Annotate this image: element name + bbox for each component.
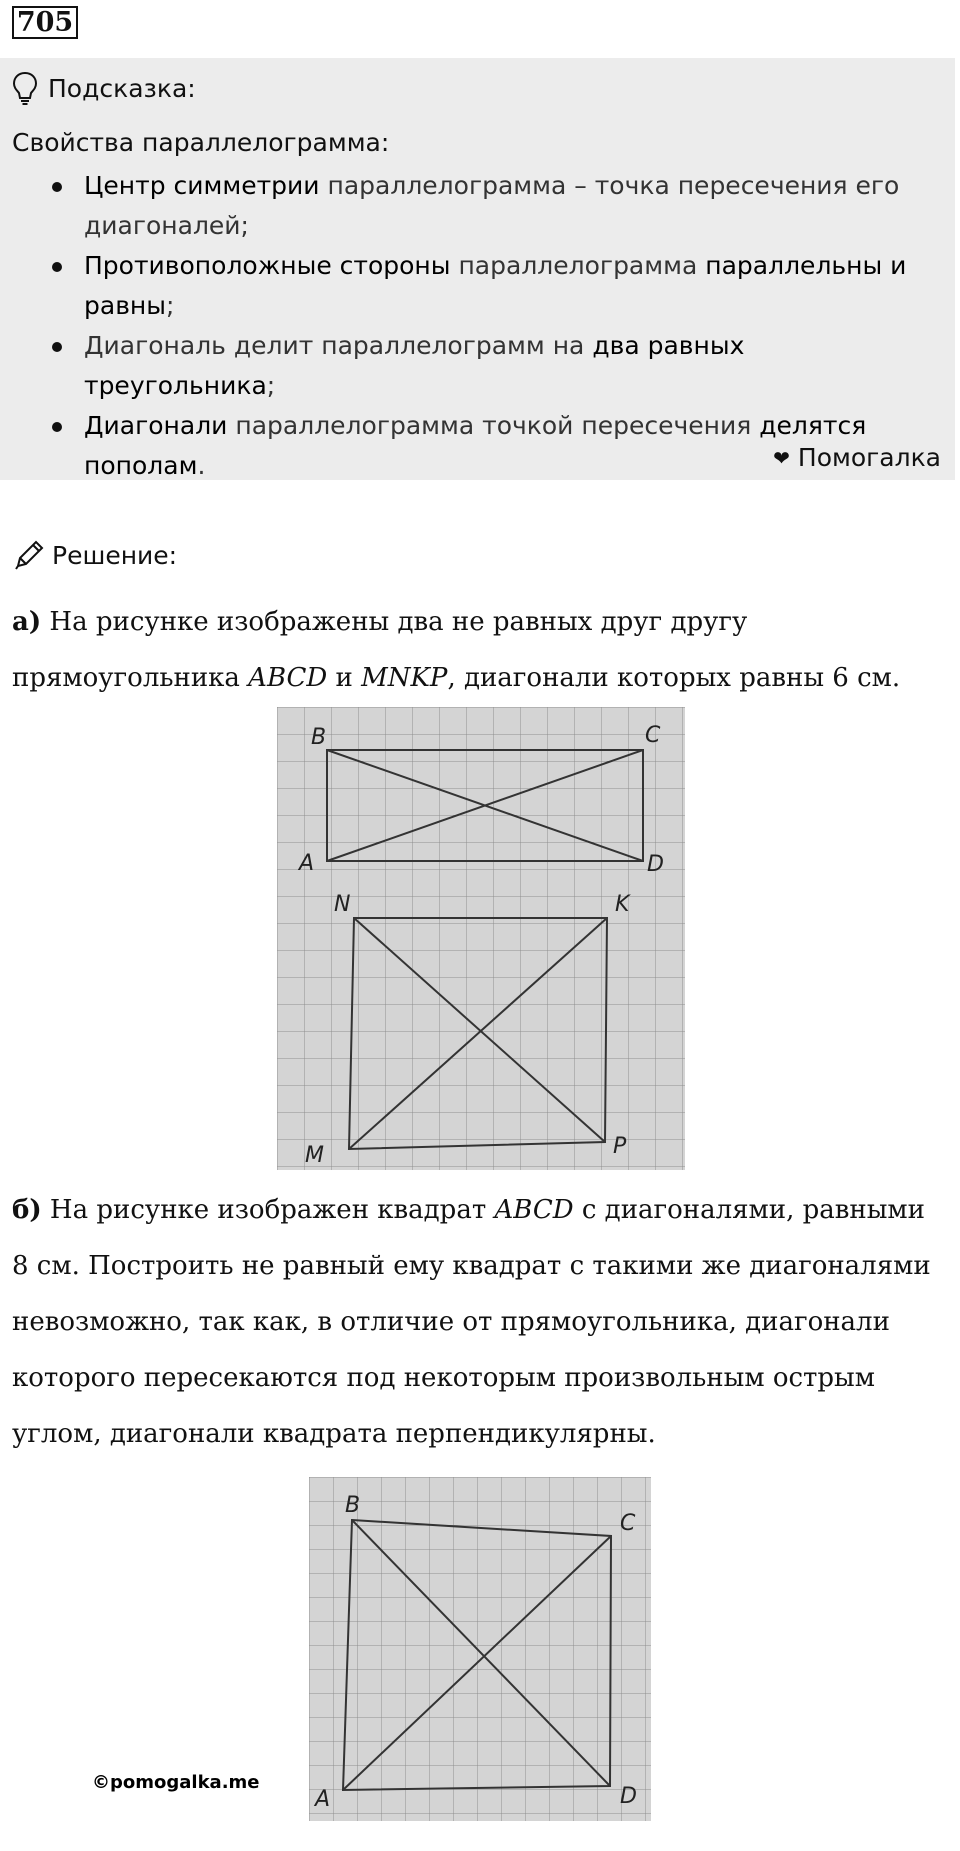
task-number: 705 (12, 6, 78, 39)
part-b-math: ABCD (494, 1195, 574, 1225)
bullet-text: Диагональ делит параллелограмм на (84, 331, 593, 360)
bullet-bold: делятся пополам (84, 411, 867, 480)
hint-box (0, 58, 955, 480)
lightbulb-icon (12, 71, 38, 105)
vertex-label: B (345, 1493, 361, 1518)
part-a-label: а) (12, 607, 42, 637)
site-watermark: ©pomogalka.me (92, 1772, 260, 1793)
part-a-text: и (327, 663, 362, 693)
solution-part-a (12, 594, 942, 706)
bullet-text: ; (166, 291, 175, 320)
bullet-bold: Диагонали (84, 411, 228, 440)
vertex-label: C (620, 1511, 636, 1536)
bullet-text: параллелограмма – точка пересечения его диагоналей; (84, 171, 900, 240)
hint-header (12, 68, 196, 108)
part-a-text: , диагонали которых равны 6 см. (447, 663, 901, 693)
vertex-label: N (334, 892, 351, 917)
vertex-label: B (311, 725, 327, 750)
vertex-label: A (315, 1787, 331, 1812)
hint-intro-bold: Свойства параллелограмма (12, 128, 381, 157)
vertex-label: D (620, 1784, 637, 1809)
vertex-label: P (613, 1134, 627, 1159)
bullet-text: параллелограмма точкой пересечения (227, 411, 760, 440)
bullet-bold: два равных треугольника (84, 331, 745, 400)
hint-title: Подсказка: (48, 73, 196, 103)
bullet-bold: Противоположные стороны (84, 251, 451, 280)
hint-footer-label: Помогалка (797, 443, 941, 472)
hint-footer[interactable] (773, 443, 941, 472)
solution-part-b (12, 1182, 942, 1462)
solution-title: Решение: (52, 540, 178, 570)
vertex-label: A (299, 851, 315, 876)
part-b-text: На рисунке изображен квадрат (41, 1195, 495, 1225)
pencil-icon (12, 538, 46, 572)
hint-bullet (50, 246, 930, 326)
figure-rectangles (277, 707, 685, 1170)
hint-bullet (50, 326, 930, 406)
vertex-label: K (615, 892, 630, 917)
hint-bullet-list (50, 166, 930, 486)
part-a-text: На рисунке изображены два не равных друг другу прямоугольника (12, 607, 748, 693)
vertex-label: M (305, 1143, 324, 1168)
hint-bullet (50, 166, 930, 246)
bullet-text: параллелограмма (450, 251, 706, 280)
vertex-label: C (645, 723, 661, 748)
part-a-math: MNKP (361, 663, 448, 693)
heart-icon: ❤ (773, 445, 790, 470)
solution-header (12, 538, 177, 572)
vertex-label: D (647, 852, 664, 877)
part-b-text: с диагоналями, равными 8 см. Построить не равный ему квадрат с такими же диагоналями невозможно, так как, в отличие от прямоугольника, диагонали которого пересекаются под некоторым произвольным острым углом, диагонали квадрата перпендикулярны. (12, 1195, 931, 1449)
part-b-label: б) (12, 1195, 42, 1225)
hint-intro-rest: : (380, 128, 390, 157)
part-a-math: ABCD (248, 663, 328, 693)
bullet-text: . (197, 451, 206, 480)
bullet-text: ; (266, 371, 276, 400)
bullet-bold: параллельны и равны (84, 251, 907, 320)
hint-intro (12, 128, 389, 157)
bullet-bold: Центр симметрии (84, 171, 320, 200)
figure-square (309, 1477, 651, 1821)
